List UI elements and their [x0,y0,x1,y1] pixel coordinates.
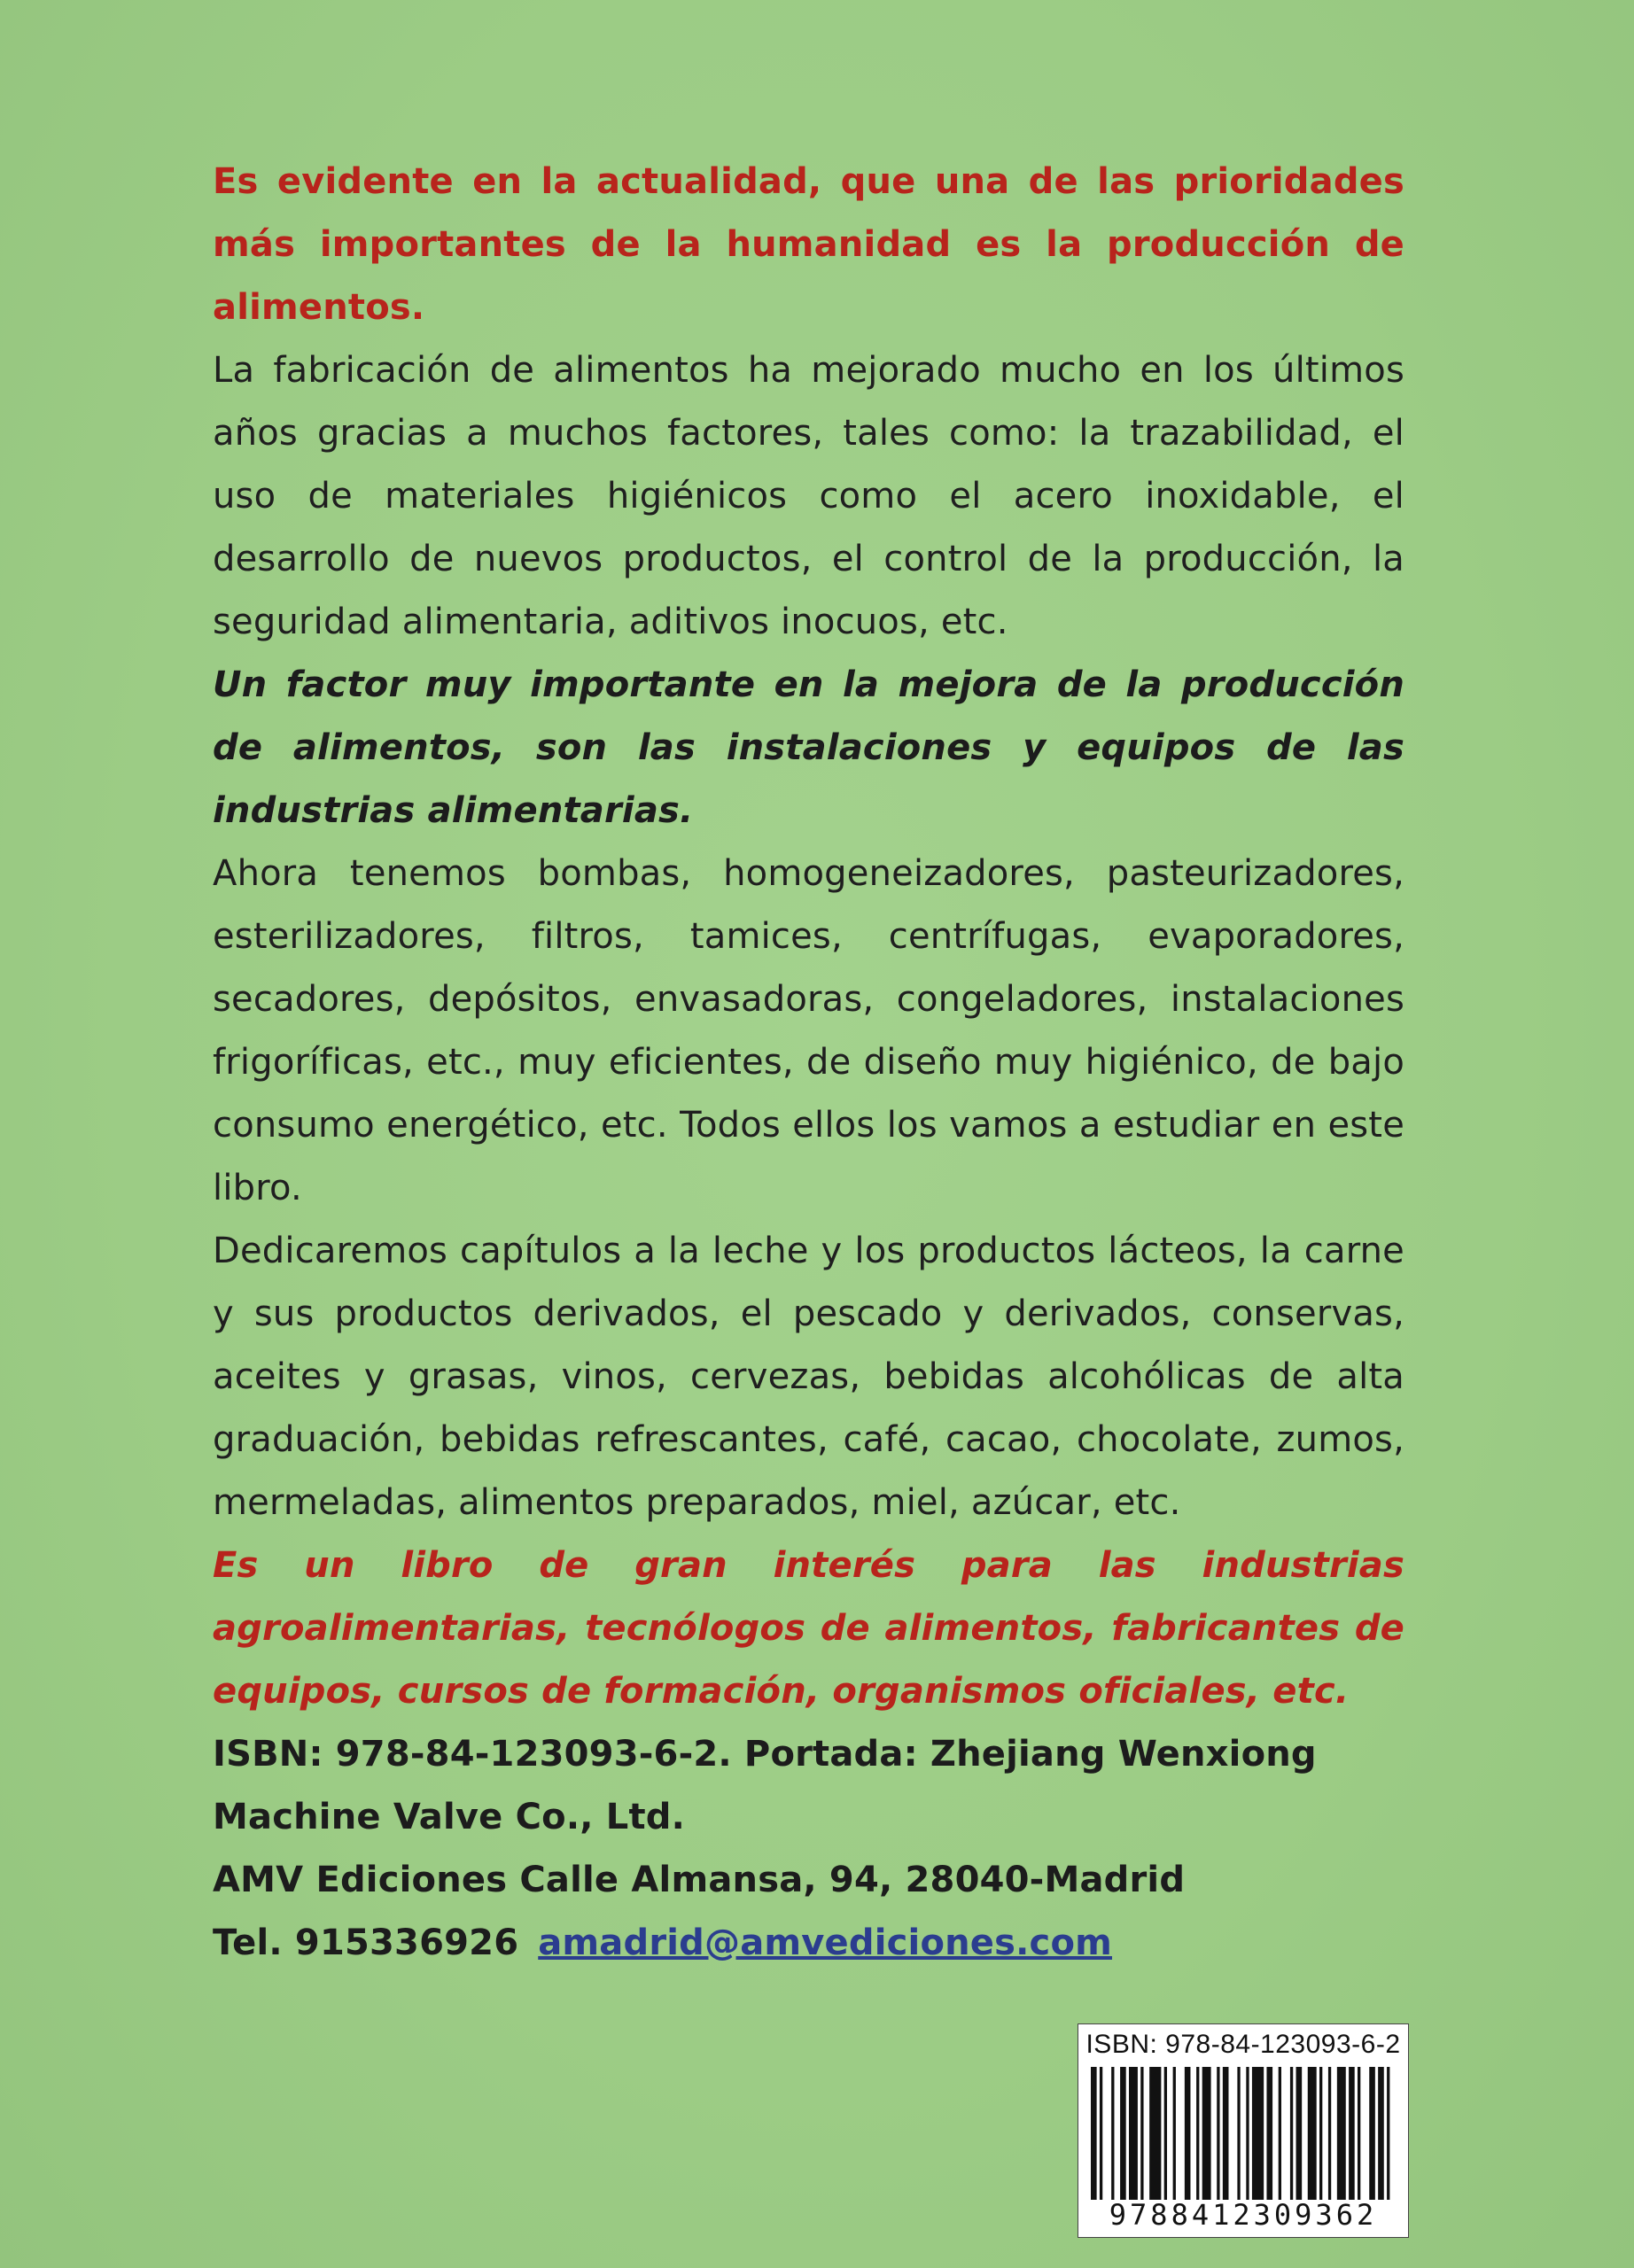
barcode-bar [1319,2067,1322,2200]
barcode-bar [1223,2067,1229,2200]
barcode-bar [1378,2067,1384,2200]
barcode-bar [1149,2067,1161,2200]
email-link[interactable]: amadrid@amvediciones.com [538,1922,1113,1963]
emphasis-statement: Un factor muy importante en la mejora de la producción de alimentos, son las instalaciones y equipos de las industrias alimentarias. [213,664,1404,831]
intro-statement: Es evidente en la actualidad, que una de las prioridades más importantes de la humanidad es la producción de alimentos. [213,161,1404,328]
barcode-bar [1100,2067,1102,2200]
barcode-bar [1387,2067,1389,2200]
barcode-bar [1328,2067,1331,2200]
barcode-bar [1164,2067,1167,2200]
paragraph-manufacturing: La fabricación de alimentos ha mejorado mucho en los últimos años gracias a muchos factores, tales como: la trazabilidad, el uso de materiales higiénicos como el acero inoxidable, el desarrollo de nuevos productos, el control de la producción, la seguridad alimentaria, aditivos inocuos, etc. [213,350,1404,642]
barcode-bar [1369,2067,1375,2200]
barcode-bar [1129,2067,1138,2200]
barcode-bar [1296,2067,1303,2200]
barcode-bar [1252,2067,1264,2200]
phone-number: Tel. 915336926 [213,1922,519,1963]
barcode-bar [1196,2067,1199,2200]
barcode-bar [1308,2067,1317,2200]
isbn-credit-line: ISBN: 978-84-123093-6-2. Portada: Zhejiang Wenxiong Machine Valve Co., Ltd. [213,1734,1317,1837]
barcode-bar [1140,2067,1143,2200]
barcode-bar [1120,2067,1126,2200]
barcode-bar [1290,2067,1293,2200]
paragraph-equipment: Ahora tenemos bombas, homogeneizadores, pasteurizadores, esterilizadores, filtros, tamices, centrífugas, evaporadores, secadores, depósitos, envasadoras, congeladores, instalaciones frigoríficas, etc., muy eficientes, de diseño muy higiénico, de bajo consumo energético, etc. Todos ellos los vamos a estudiar en este libro. [213,853,1404,1208]
barcode-bar [1111,2067,1114,2200]
barcode-bars [1091,2067,1396,2200]
barcode-bar [1185,2067,1191,2200]
audience-statement: Es un libro de gran interés para las industrias agroalimentarias, tecnólogos de alimentos, fabricantes de equipos, cursos de formación, organismos oficiales, etc. [213,1545,1404,1712]
barcode-bar [1173,2067,1176,2200]
barcode-bar [1237,2067,1240,2200]
barcode-digits: 9788412309362 [1109,2198,1378,2232]
contact-line [213,1912,1404,1975]
barcode-bar [1266,2067,1272,2200]
barcode-bar [1202,2067,1211,2200]
publisher-address: AMV Ediciones Calle Almansa, 94, 28040-Madrid [213,1860,1186,1900]
barcode-bar [1217,2067,1219,2200]
barcode-isbn-label: ISBN: 978-84-123093-6-2 [1085,2030,1401,2059]
paragraph-chapters: Dedicaremos capítulos a la leche y los productos lácteos, la carne y sus productos derivados, el pescado y derivados, conservas, aceites y grasas, vinos, cervezas, bebidas alcohólicas de alta graduación, bebidas refrescantes, café, cacao, chocolate, zumos, mermeladas, alimentos preparados, miel, azúcar, etc. [213,1231,1404,1523]
barcode-bar [1337,2067,1346,2200]
blurb-text-block [213,151,1404,1975]
barcode-bar [1358,2067,1360,2200]
isbn-barcode [1078,2023,1409,2238]
barcode-bar [1279,2067,1281,2200]
barcode-bar [1091,2067,1097,2200]
barcode-bar [1349,2067,1355,2200]
barcode-bar [1246,2067,1249,2200]
